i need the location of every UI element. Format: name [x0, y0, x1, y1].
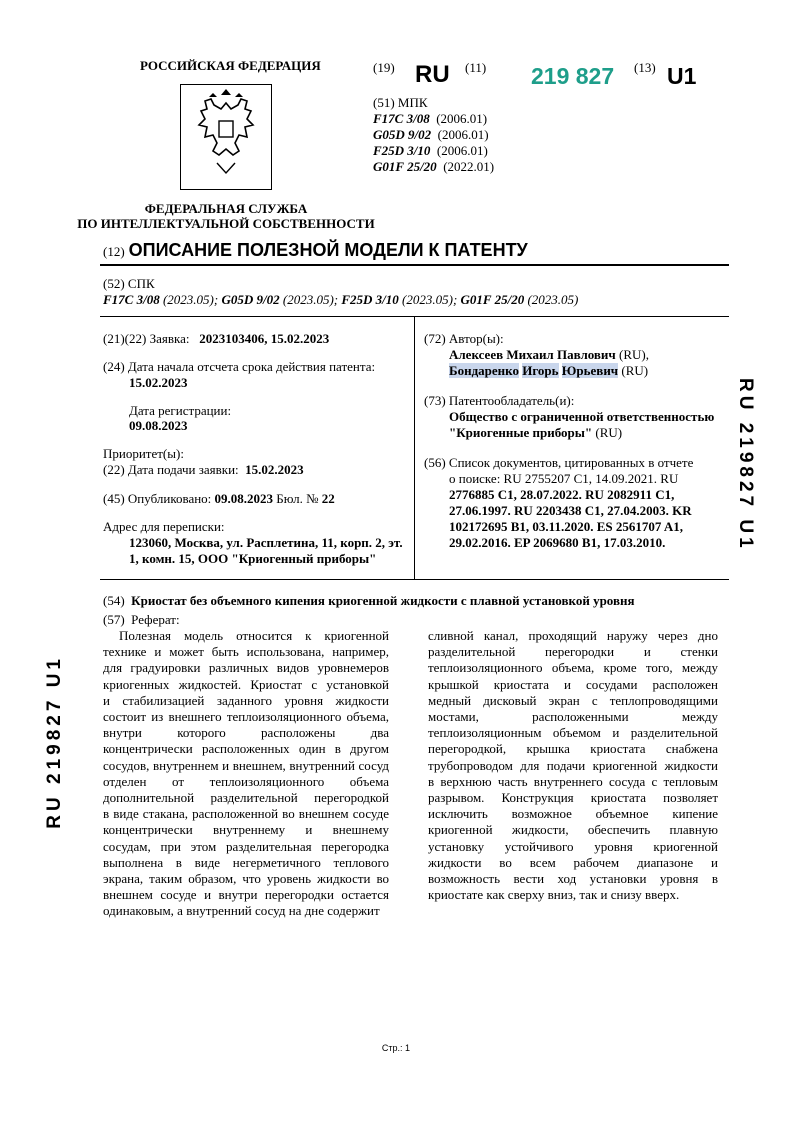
- owner-label: (73) Патентообладатель(и):: [424, 393, 575, 408]
- owner-country: (RU): [595, 425, 623, 440]
- publication-label: (45) Опубликовано:: [103, 491, 212, 506]
- ipc-version: (2006.01): [437, 127, 489, 142]
- code-19: (19): [373, 60, 395, 75]
- abstract-line: крышкой криостата и сосудами расположен: [428, 676, 718, 692]
- application-value: 2023103406, 15.02.2023: [199, 331, 330, 346]
- abstract-line: криогенной жидкости, обеспечить плавную: [428, 822, 718, 838]
- title-text: ОПИСАНИЕ ПОЛЕЗНОЙ МОДЕЛИ К ПАТЕНТУ: [128, 240, 528, 260]
- abstract-line: разделительной перегородки и стенки: [428, 644, 718, 660]
- abstract-line: одинаковым, а внутренний сосуд на дне содержит: [103, 903, 380, 919]
- divider: [100, 264, 729, 266]
- cited-line: 27.06.1997. RU 2203438 C1, 27.04.2003. KR: [449, 503, 692, 518]
- abstract-line: жидкости во всем рабочем диапазоне и: [428, 854, 718, 870]
- abstract-line: криостате как сверху вниз, так и снизу вверх.: [428, 887, 680, 903]
- authors-label: (72) Автор(ы):: [424, 331, 504, 346]
- ipc-version: (2006.01): [436, 111, 488, 126]
- author-country: (RU),: [619, 347, 649, 362]
- author-middle-name: Юрьевич: [561, 363, 619, 378]
- ipc-row: [373, 143, 488, 159]
- abstract-label: Реферат:: [131, 612, 180, 627]
- abstract-column-1: [103, 628, 389, 920]
- ipc-row: [373, 159, 494, 175]
- abstract-line: экрана, таким образом, что уровень жидкости во: [103, 871, 389, 887]
- country-code: RU: [415, 61, 450, 88]
- start-date-label: (24) Дата начала отсчета срока действия патента:: [103, 359, 376, 374]
- owner-name: "Криогенные приборы": [449, 425, 593, 440]
- emblem-frame: [180, 84, 272, 190]
- code-54: (54): [103, 593, 125, 608]
- spk-version: (2023.05);: [162, 292, 219, 307]
- abstract-line: возможность вести ход установки уровня в: [428, 871, 718, 887]
- kind-code: U1: [667, 63, 697, 89]
- abstract-line: теплоизоляционным объемом и разделительной: [428, 725, 718, 741]
- spk-list: [103, 292, 578, 308]
- abstract-line: для градуировки различных видов уровнемеров: [103, 660, 389, 676]
- bulletin-label: Бюл. №: [276, 491, 319, 506]
- abstract-line: перегородкой, крышка криостата снабжена: [428, 741, 718, 757]
- invention-title-row: [103, 593, 635, 609]
- filing-label: (22) Дата подачи заявки:: [103, 462, 239, 477]
- spk-class: G01F 25/20: [460, 292, 525, 307]
- abstract-line: в верхнюю часть внутреннего сосуда с тепловым: [428, 773, 718, 789]
- spk-label: (52) СПК: [103, 276, 155, 291]
- margin-label-right: RU 219827 U1: [735, 378, 756, 552]
- margin-label-left: RU 219827 U1: [44, 655, 65, 829]
- ipc-row: [373, 111, 487, 127]
- code-11: (11): [465, 60, 487, 75]
- spk-class: F25D 3/10: [341, 292, 399, 307]
- title-code: (12): [103, 244, 125, 259]
- code-13: (13): [634, 60, 656, 75]
- address-line-2: 1, комн. 15, ООО "Криогенный приборы": [129, 551, 377, 566]
- ipc-class: F25D 3/10: [373, 143, 431, 158]
- cited-line: 102172695 B1, 03.11.2020. ES 2561707 A1,: [449, 519, 684, 534]
- abstract-line: концентрически расположенных один в другом: [103, 741, 389, 757]
- ipc-version: (2022.01): [443, 159, 495, 174]
- abstract-line: трубопроводом для подачи криогенной жидкости: [428, 757, 718, 773]
- ipc-class: G01F 25/20: [373, 159, 437, 174]
- start-date-value: 15.02.2023: [129, 375, 188, 390]
- spk-version: (2023.05): [527, 292, 579, 307]
- application-row: [103, 331, 329, 347]
- publication-row: [103, 491, 335, 507]
- spk-version: (2023.05);: [282, 292, 339, 307]
- abstract-line: отделен от теплоизоляционного объема: [103, 773, 389, 789]
- abstract-line: технике и может быть использована, например,: [103, 644, 389, 660]
- abstract-line: теплоизоляционного объема, кроме того, между: [428, 660, 718, 676]
- filing-value: 15.02.2023: [245, 462, 304, 477]
- document-title: [103, 240, 528, 261]
- cited-label: (56) Список документов, цитированных в отчете: [424, 455, 694, 470]
- abstract-line: и стабилизацией заданного уровня жидкости: [103, 692, 389, 708]
- abstract-line: внутри которого расположены два: [103, 725, 389, 741]
- ipc-class: G05D 9/02: [373, 127, 432, 142]
- abstract-line: в виде стакана, расположенной во внешнем сосуде: [103, 806, 389, 822]
- abstract-column-2: [428, 628, 718, 903]
- author-row: [449, 363, 648, 379]
- cited-line: о поиске: RU 2755207 C1, 14.09.2021. RU: [449, 471, 679, 486]
- author-name: Алексеев Михаил Павлович: [449, 347, 616, 362]
- application-label: (21)(22) Заявка:: [103, 331, 190, 346]
- ipc-heading: [373, 95, 428, 111]
- address-line-1: 123060, Москва, ул. Расплетина, 11, корп. 2, эт.: [129, 535, 403, 550]
- author-row: [449, 347, 649, 363]
- code-57: (57): [103, 612, 125, 627]
- abstract-line: медный дисковый экран с теплопроводящими: [428, 692, 718, 708]
- spk-class: F17C 3/08: [103, 292, 160, 307]
- publication-value: 09.08.2023: [214, 491, 274, 506]
- spk-class: G05D 9/02: [221, 292, 280, 307]
- abstract-line: выполнена в виде негерметичного теплового: [103, 854, 389, 870]
- abstract-line: Полезная модель относится к криогенной: [119, 628, 389, 643]
- coat-of-arms-icon: [181, 85, 271, 189]
- abstract-line: концентрически внутреннему и внешнему: [103, 822, 389, 838]
- ipc-code: (51): [373, 95, 395, 110]
- page-number: Стр.: 1: [381, 1043, 411, 1053]
- ipc-label: МПК: [397, 95, 428, 110]
- abstract-line: разрывом. Конструкция криостата позволяет: [428, 790, 718, 806]
- abstract-line: криогенных жидкостей. Криостат с установкой: [103, 676, 389, 692]
- author-first-name: Игорь: [522, 363, 559, 378]
- cited-line: 2776885 C1, 28.07.2022. RU 2082911 C1,: [449, 487, 675, 502]
- address-label: Адрес для переписки:: [103, 519, 225, 534]
- spk-version: (2023.05);: [402, 292, 458, 307]
- abstract-line: сосудов, внутреннем и внешнем, внутренний сосуд: [103, 757, 389, 773]
- author-last-name: Бондаренко: [449, 363, 519, 378]
- ipc-row: [373, 127, 489, 143]
- registration-value: 09.08.2023: [129, 418, 188, 433]
- abstract-line: состоит из внешнего теплоизоляционного объема,: [103, 709, 389, 725]
- bulletin-value: 22: [321, 491, 335, 506]
- filing-row: [103, 462, 304, 478]
- invention-title: Криостат без объемного кипения криогенной жидкости с плавной установкой уровня: [131, 593, 635, 608]
- ipc-class: F17C 3/08: [373, 111, 430, 126]
- country-name: РОССИЙСКАЯ ФЕДЕРАЦИЯ: [140, 58, 321, 73]
- registration-label: Дата регистрации:: [129, 403, 232, 418]
- agency-line-1: ФЕДЕРАЛЬНАЯ СЛУЖБА: [144, 201, 308, 216]
- owner-line-2: [449, 425, 622, 441]
- column-divider: [414, 317, 415, 579]
- abstract-line: исключить возможное объемное кипение: [428, 806, 718, 822]
- agency-line-2: ПО ИНТЕЛЛЕКТУАЛЬНОЙ СОБСТВЕННОСТИ: [77, 216, 375, 231]
- divider: [100, 579, 729, 580]
- priority-label: Приоритет(ы):: [103, 446, 184, 461]
- author-country: (RU): [621, 363, 649, 378]
- abstract-line: дополнительной разделительной перегородкой: [103, 790, 389, 806]
- abstract-line: установку устойчивого уровня криогенной: [428, 838, 718, 854]
- abstract-line: сосудам, при этом разделительная перегородка: [103, 838, 389, 854]
- patent-number: 219 827: [531, 63, 615, 89]
- abstract-heading: [103, 612, 180, 628]
- cited-line: 29.02.2016. EP 2069680 B1, 17.03.2010.: [449, 535, 666, 550]
- abstract-line: мостами, расположенными между: [428, 709, 718, 725]
- owner-line-1: Общество с ограниченной ответственностью: [449, 409, 715, 424]
- abstract-line: внешнем сосуде и внутри перегородки остается: [103, 887, 389, 903]
- abstract-line: сливной канал, проходящий наружу через дно: [428, 628, 718, 643]
- ipc-version: (2006.01): [436, 143, 488, 158]
